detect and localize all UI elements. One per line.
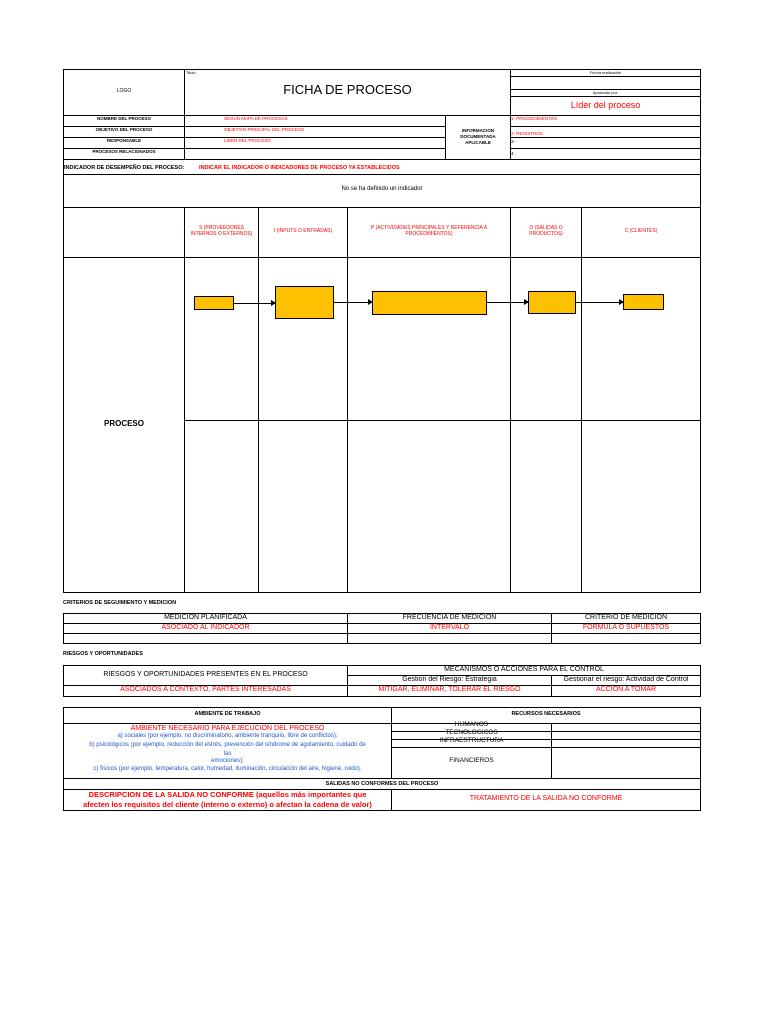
relacionados-label: PROCESOS RELACIONADOS [92, 149, 156, 154]
objetivo-label: OBJETIVO DEL PROCESO [95, 127, 153, 132]
sipoc-i-top[interactable] [258, 257, 348, 421]
seg-value-3: FORMULA O SUPUESTOS [582, 624, 670, 631]
riesgos-v1: ASOCIADOS A CONTEXTO, PARTES INTERESADAS [120, 686, 291, 693]
seg-header-3: CRITERIO DE MEDICION [584, 614, 668, 621]
doc-item-2: 2- REGISTROS [511, 131, 543, 136]
recurso-infraestructura: INFRAESTRUCTURA [439, 737, 504, 744]
sipoc-i-bottom[interactable] [258, 420, 348, 593]
sipoc-o-2: PRODUCTOS) [529, 231, 563, 237]
seg-empty-2[interactable] [347, 633, 552, 644]
sipoc-empty-header [63, 207, 185, 258]
sipoc-s-2: INTERNOS O EXTERNOS) [190, 231, 253, 237]
input-box[interactable] [275, 286, 334, 319]
sipoc-c-top[interactable] [581, 257, 701, 421]
mecanismos: MECANISMOS O ACCIONES PARA EL CONTROL [444, 666, 604, 673]
client-box[interactable] [623, 294, 664, 310]
fecha-value-cell[interactable] [510, 76, 701, 90]
seg-empty-3[interactable] [551, 633, 701, 644]
ambiente-line-1: AMBIENTE NECESARIO PARA EJECUCIÓN DEL PROCESO [130, 725, 325, 732]
seg-header-2: FRECUENCIA DE MEDICION [402, 614, 497, 621]
activity-box[interactable] [372, 291, 487, 315]
sipoc-c-bottom[interactable] [581, 420, 701, 593]
sipoc-o-1: O (SALIDAS O [529, 225, 563, 231]
ambiente-line-3: b) psicológicos (por ejemplo, reducción del estrés, prevención del síndrome de agotamiento, cuidado de [89, 742, 366, 748]
ambiente-line-6: c) físicos (por ejemplo, temperatura, calor, humedad, iluminación, circulación del aire, higiene, ruido). [93, 766, 362, 772]
seg-header-1: MEDICION PLANIFICADA [164, 614, 247, 621]
recurso-financieros: FINANCIEROS [449, 757, 494, 764]
flow-arrow-s-i [234, 303, 275, 304]
sipoc-p-top[interactable] [347, 257, 511, 421]
aprobado-label: Aprobado por: [592, 90, 619, 95]
seg-value-2: INTERVALO [429, 624, 470, 631]
actividad: Gestionar el riesgo: Actividad de Control [563, 676, 689, 683]
riesgos-presentes: RIESGOS Y OPORTUNIDADES PRESENTES EN EL PROCESO [103, 671, 308, 678]
sipoc-o-bottom[interactable] [510, 420, 582, 593]
title-small-label: Titulo [186, 70, 196, 75]
doc-item-4: 4 [511, 151, 514, 156]
doc-label-2: DOCUMENTADA [460, 134, 496, 139]
responsable-value: LIDER DEL PROCESO [224, 138, 271, 143]
seg-empty-1[interactable] [63, 633, 348, 644]
riesgos-v3: ACCION A TOMAR [595, 686, 657, 693]
recurso-tecnologicos: TECNOLOGICOS [445, 729, 498, 736]
doc-item-1: 1- PROCEDIMIENTOS [511, 116, 558, 121]
doc-label-3: APLICABLE [465, 140, 491, 145]
salidas-header: SALIDAS NO CONFORMES DEL PROCESO [325, 781, 439, 787]
ambiente-header: AMBIENTE DE TRABAJO [194, 711, 261, 717]
sipoc-p-1: P (ACTIVIDADES PRINCIPALES Y REFERENCIA A [370, 225, 488, 231]
indicador-value: INDICAR EL INDICADOR O INDICADORES DE PROCESO YA ESTABLECIDOS [199, 165, 400, 171]
ambiente-line-2: a) sociales (por ejemplo, no discriminatorio, ambiente tranquilo, libre de conflictos); [117, 733, 338, 739]
proceso-label: PROCESO [103, 419, 144, 428]
indicador-label: INDICADOR DE DESEMPEÑO DEL PROCESO: [64, 165, 185, 171]
recursos-header: RECURSOS NECESARIOS [511, 711, 581, 717]
doc-item-3: 3- [511, 139, 516, 144]
output-box[interactable] [528, 291, 576, 314]
recurso-financieros-value[interactable] [551, 747, 701, 779]
sipoc-i: I (INPUTS O ENTRADAS) [273, 228, 333, 234]
salidas-desc-1: DESCRIPCION DE LA SALIDA NO CONFORME (aquellos más importantes que [88, 790, 367, 799]
seguimiento-label: CRITERIOS DE SEGUIMIENTO Y MEDICION [63, 600, 177, 606]
objetivo-value: OBJETIVO PRINCIPAL DEL PROCESO [224, 127, 305, 132]
sipoc-p-2: PROCEDIMIENTOS) [405, 231, 453, 237]
doc-label-1: INFORMACION [461, 128, 495, 133]
flow-arrow-p-o [487, 302, 528, 303]
salidas-desc-2: afecten los requisitos del cliente (interno o externo) o afectan la cadena de valor) [83, 800, 372, 809]
flow-arrow-o-c [576, 302, 623, 303]
fecha-label: Fecha realización [589, 70, 622, 75]
seg-value-1: ASOCIADO AL INDICADOR [161, 624, 250, 631]
indicador-note: No se ha definido un indicador [341, 186, 423, 192]
sipoc-c: C (CLIENTES) [624, 228, 658, 234]
sipoc-p-bottom[interactable] [347, 420, 511, 593]
lider-value: Líder del proceso [570, 100, 641, 110]
responsable-label: RESPONSABLE [106, 138, 142, 143]
sipoc-s-bottom[interactable] [184, 420, 259, 593]
logo-text: LOGO [116, 88, 132, 94]
sipoc-o-top[interactable] [510, 257, 582, 421]
nombre-value: SEGUN MAPA DE PROCESOS [224, 116, 288, 121]
riesgos-label: RIESGOS Y OPORTUNIDADES [63, 651, 143, 657]
sipoc-s-top[interactable] [184, 257, 259, 421]
supplier-box[interactable] [194, 296, 234, 310]
ambiente-line-5: emociones); [211, 758, 244, 764]
estrategia: Gestion del Riesgo: Estrategia [402, 676, 497, 683]
ambiente-line-4: las [223, 751, 232, 757]
salidas-tratamiento: TRATAMIENTO DE LA SALIDA NO CONFORME [469, 795, 623, 802]
recurso-humanos: HUMANOS [454, 721, 489, 728]
nombre-label: NOMBRE DEL PROCESO [97, 116, 151, 121]
flow-arrow-i-p [334, 302, 372, 303]
page-title: FICHA DE PROCESO [283, 82, 412, 97]
riesgos-v2: MITIGAR, ELIMINAR, TOLERAR EL RIESGO [378, 686, 521, 693]
sipoc-s-1: S (PROVEEDORES [198, 225, 244, 231]
